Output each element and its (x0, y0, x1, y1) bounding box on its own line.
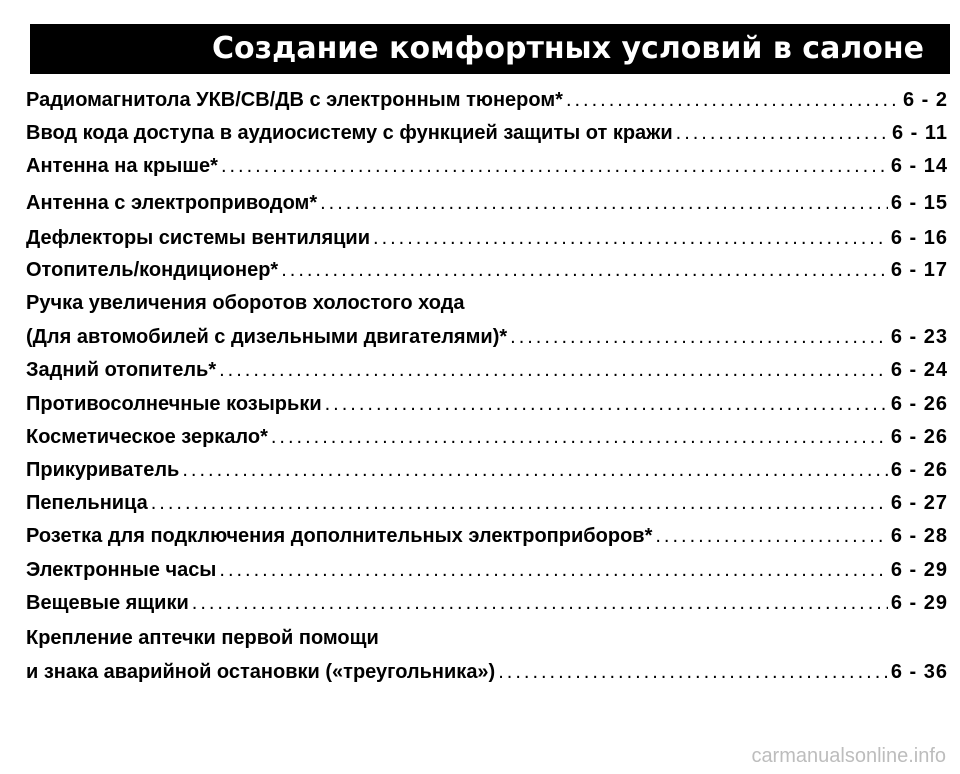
toc-entry-title: Отопитель/кондиционер* (26, 259, 279, 281)
toc-entry-title: Вещевые ящики (26, 592, 189, 614)
toc-entry-title: Пепельница (26, 492, 148, 514)
dot-leader (271, 420, 888, 454)
toc-entry-page: 6 - 2 (902, 89, 948, 111)
watermark-text: carmanualsonline.info (751, 745, 946, 767)
dot-leader (221, 149, 888, 183)
toc-entry-title: Ввод кода доступа в аудиосистему с функцией защиты от кражи (26, 122, 673, 144)
toc-entry-heading (26, 621, 948, 655)
toc-entry-page: 6 - 24 (890, 359, 948, 381)
dot-leader (281, 253, 888, 287)
toc-entry (26, 486, 948, 520)
toc-entry-page: 6 - 11 (891, 122, 948, 144)
dot-leader (655, 519, 887, 553)
toc-entry-page: 6 - 29 (890, 559, 948, 581)
toc-entry-title: Радиомагнитола УКВ/СВ/ДВ с электронным тюнером* (26, 89, 563, 111)
toc-entry-title: Антенна с электроприводом* (26, 192, 318, 214)
toc-entry-page: 6 - 16 (890, 227, 948, 249)
toc-entry-page: 6 - 28 (890, 525, 948, 547)
toc-entry-title: Крепление аптечки первой помощи (26, 627, 379, 649)
toc-entry-page: 6 - 26 (890, 459, 948, 481)
toc-entry (26, 320, 948, 354)
dot-leader (373, 221, 888, 255)
dot-leader (566, 83, 900, 117)
toc-entry (26, 553, 948, 587)
toc-entry-title: и знака аварийной остановки («треугольника») (26, 661, 496, 683)
toc-entry-page: 6 - 27 (890, 492, 948, 514)
dot-leader (510, 320, 888, 354)
toc-entry-title: Антенна на крыше* (26, 155, 218, 177)
dot-leader (498, 655, 888, 689)
toc-entry-page: 6 - 23 (890, 326, 948, 348)
toc-entry-title: Дефлекторы системы вентиляции (26, 227, 371, 249)
toc-entry-page: 6 - 26 (890, 426, 948, 448)
toc-entry (26, 83, 948, 117)
toc-entry (26, 519, 948, 553)
toc-entry-page: 6 - 29 (890, 592, 948, 614)
dot-leader (320, 186, 888, 220)
toc-entry-page: 6 - 14 (890, 155, 948, 177)
toc-entry-title: Прикуриватель (26, 459, 180, 481)
dot-leader (676, 116, 889, 150)
dot-leader (192, 586, 888, 620)
dot-leader (219, 353, 888, 387)
toc-entry-page: 6 - 26 (890, 393, 948, 415)
toc-entry-heading (26, 286, 948, 320)
toc-entry (26, 116, 948, 150)
toc-entry-title: (Для автомобилей с дизельными двигателями)* (26, 326, 508, 348)
dot-leader (325, 387, 888, 421)
toc-entry (26, 186, 948, 220)
toc-entry (26, 353, 948, 387)
toc-entry-page: 6 - 36 (890, 661, 948, 683)
toc-entry (26, 149, 948, 183)
toc-entry-page: 6 - 17 (890, 259, 948, 281)
dot-leader (219, 553, 887, 587)
toc-entry-title: Косметическое зеркало* (26, 426, 268, 448)
toc-entry (26, 221, 948, 255)
toc-entry-page: 6 - 15 (890, 192, 948, 214)
toc-entry-title: Розетка для подключения дополнительных электроприборов* (26, 525, 653, 547)
toc-entry-title: Ручка увеличения оборотов холостого хода (26, 292, 465, 314)
toc-entry-title: Противосолнечные козырьки (26, 393, 322, 415)
toc-entry-title: Электронные часы (26, 559, 217, 581)
toc-entry (26, 253, 948, 287)
toc-entry (26, 387, 948, 421)
dot-leader (182, 453, 888, 487)
dot-leader (151, 486, 888, 520)
section-title: Создание комфортных условий в салоне (212, 31, 924, 66)
toc-entry (26, 655, 948, 689)
toc-entry (26, 420, 948, 454)
toc-entry (26, 586, 948, 620)
toc-entry-title: Задний отопитель* (26, 359, 217, 381)
toc-entry (26, 453, 948, 487)
